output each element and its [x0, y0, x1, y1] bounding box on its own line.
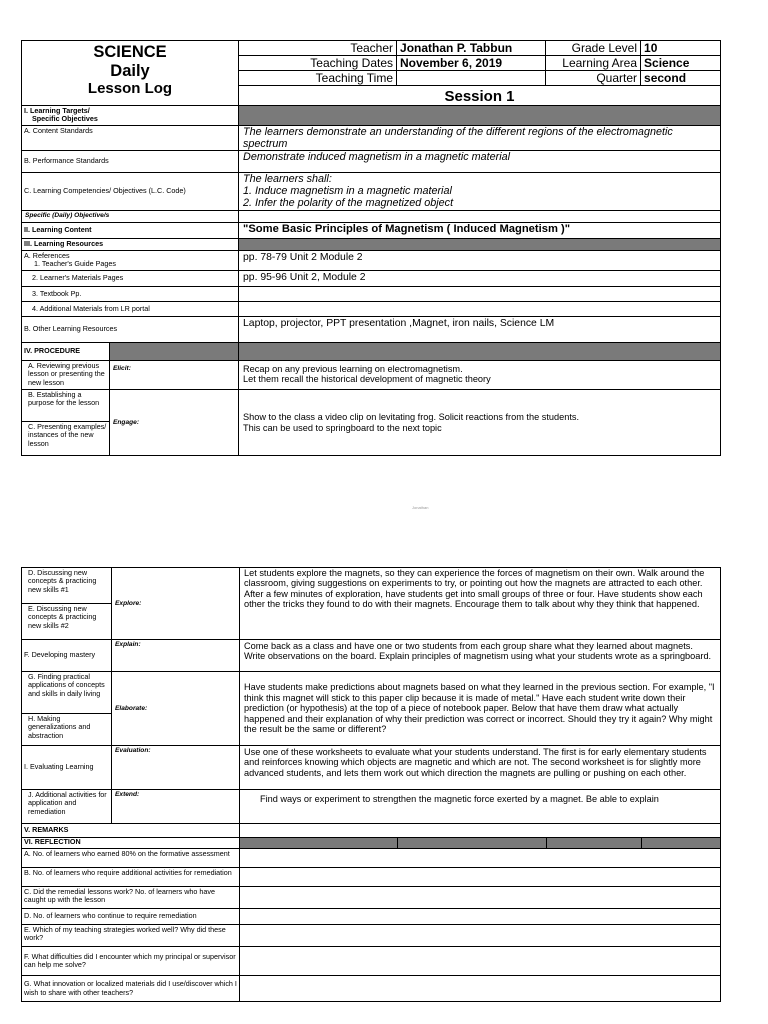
reflection-g-label: G. What innovation or localized materials did I use/discover which I wish to share with other teachers?: [22, 976, 240, 1002]
time-value: [397, 71, 546, 86]
targets-line1: I. Learning Targets/: [24, 106, 90, 115]
title-daily: Daily: [110, 61, 150, 80]
developing-mastery-label: F. Developing mastery: [22, 640, 112, 672]
performance-label: B. Performance Standards: [22, 151, 239, 173]
reflection-gray-1: [240, 838, 398, 849]
reflection-d-value: [240, 909, 721, 925]
reflection-d-label: D. No. of learners who continue to require remediation: [22, 909, 240, 925]
reflection-e-value: [240, 925, 721, 947]
remarks-value: [240, 824, 721, 838]
dates-label: Teaching Dates: [239, 56, 397, 71]
reflection-g-value: [240, 976, 721, 1002]
quarter-label: Quarter: [546, 71, 641, 86]
session-title: Session 1: [239, 86, 721, 106]
reflection-b-label: B. No. of learners who require additional activities for remediation: [22, 868, 240, 887]
competencies-line3: 2. Infer the polarity of the magnetized object: [243, 197, 454, 209]
learning-content-value: "Some Basic Principles of Magnetism ( Induced Magnetism )": [239, 223, 721, 239]
reflection-c-value: [240, 887, 721, 909]
specific-objectives-label: Specific (Daily) Objective/s: [22, 211, 239, 223]
textbook-value: [239, 287, 721, 302]
discussing-1-label: D. Discussing new concepts & practicing new skills #1: [22, 568, 112, 604]
reflection-gray-3: [547, 838, 642, 849]
evaluating-label: I. Evaluating Learning: [22, 746, 112, 790]
teacher-value: Jonathan P. Tabbun: [397, 41, 546, 56]
targets-line2: Specific Objectives: [32, 114, 98, 124]
area-label: Learning Area: [546, 56, 641, 71]
reflection-f-label: F. What difficulties did I encounter which my principal or supervisor can help me solve?: [22, 947, 240, 976]
references-title: A. References: [24, 251, 70, 260]
explain-text: Come back as a class and have one or two students from each group share what they learned about magnets. Write observations on the board. Explain principles of magnetism using what your students wrote as a springboard.: [240, 640, 721, 672]
making-generalizations-label: H. Making generalizations and abstraction: [22, 714, 112, 746]
reflection-b-value: [240, 868, 721, 887]
quarter-value: second: [641, 71, 721, 86]
presenting-examples-label: C. Presenting examples/ instances of the new lesson: [22, 422, 110, 456]
lesson-log-table-page2: [21, 567, 721, 1002]
discussing-2-label: E. Discussing new concepts & practicing new skills #2: [22, 604, 112, 640]
elicit-label: Elicit:: [110, 361, 239, 390]
reflection-a-label: A. No. of learners who earned 80% on the formative assessment: [22, 849, 240, 868]
content-standards-label: A. Content Standards: [22, 126, 239, 151]
targets-label: [22, 106, 239, 126]
elicit-line2: Let them recall the historical development of magnetic theory: [243, 374, 491, 385]
engage-text: [239, 390, 721, 456]
competencies-value: [239, 173, 721, 211]
dates-value: November 6, 2019: [397, 56, 546, 71]
explore-text: Let students explore the magnets, so they can experience the forces of magnetism on their own. Walk around the classroom, giving suggestions on experiments to try, or pointing out how the magnets are attracted to each other. After a few minutes of exploration, have students get into small groups of three or four. Have students show each other the tricks they found to do with their magnets. Encourage them to talk about why they think that happened.: [240, 568, 721, 640]
competencies-label: C. Learning Competencies/ Objectives (L.C. Code): [22, 173, 239, 211]
teacher-label: Teacher: [239, 41, 397, 56]
lesson-log-table-page1: [21, 40, 721, 456]
reviewing-label: A. Reviewing previous lesson or presenting the new lesson: [22, 361, 110, 390]
reflection-label: VI. REFLECTION: [22, 838, 240, 849]
explore-label: Explore:: [112, 568, 240, 640]
performance-value: Demonstrate induced magnetism in a magnetic material: [239, 151, 721, 173]
finding-applications-label: G. Finding practical applications of concepts and skills in daily living: [22, 672, 112, 714]
targets-gray-bar: [239, 106, 721, 126]
tg-label: 1. Teacher's Guide Pages: [34, 259, 116, 269]
additional-materials-value: [239, 302, 721, 317]
procedure-label: IV. PROCEDURE: [22, 343, 110, 361]
extend-text: Find ways or experiment to strengthen the magnetic force exerted by a magnet. Be able to explain: [240, 790, 721, 824]
reflection-e-label: E. Which of my teaching strategies worked well? Why did these work?: [22, 925, 240, 947]
establishing-purpose-label: B. Establishing a purpose for the lesson: [22, 390, 110, 422]
time-label: Teaching Time: [239, 71, 397, 86]
engage-line1: Show to the class a video clip on levitating frog. Solicit reactions from the students.: [243, 412, 580, 423]
engage-line2: This can be used to springboard to the next topic: [243, 422, 442, 433]
additional-activities-label: J. Additional activities for application and remediation: [22, 790, 112, 824]
competencies-line2: 1. Induce magnetism in a magnetic material: [243, 185, 452, 197]
resources-gray-bar: [239, 239, 721, 251]
procedure-gray-a: [110, 343, 239, 361]
other-resources-label: B. Other Learning Resources: [22, 317, 239, 343]
reflection-a-value: [240, 849, 721, 868]
elaborate-label: Elaborate:: [112, 672, 240, 746]
elicit-text: [239, 361, 721, 390]
engage-label: Engage:: [110, 390, 239, 456]
textbook-label: 3. Textbook Pp.: [22, 287, 239, 302]
grade-value: 10: [641, 41, 721, 56]
lm-label: 2. Learner's Materials Pages: [22, 271, 239, 287]
page-watermark: Jonathan: [412, 505, 429, 510]
references-label: [22, 251, 239, 271]
elicit-line1: Recap on any previous learning on electromagnetism.: [243, 364, 463, 374]
competencies-line1: The learners shall:: [243, 173, 332, 185]
content-standards-value: The learners demonstrate an understanding of the different regions of the electromagnetic spectrum: [239, 126, 721, 151]
resources-label: III. Learning Resources: [22, 239, 239, 251]
reflection-gray-4: [642, 838, 721, 849]
grade-label: Grade Level: [546, 41, 641, 56]
evaluation-text: Use one of these worksheets to evaluate what your students understand. The first is for early elementary students and reinforces knowing which objects are magnetic and which are not. The second worksheet is for slightly more advanced students, and lets them work out which direction the magnets are pulling or pushing on each other.: [240, 746, 721, 790]
tg-value: pp. 78-79 Unit 2 Module 2: [239, 251, 721, 271]
title-lesson-log: Lesson Log: [87, 80, 173, 97]
remarks-label: V. REMARKS: [22, 824, 240, 838]
evaluation-label: Evaluation:: [112, 746, 240, 790]
elaborate-text: Have students make predictions about magnets based on what they learned in the previous section. For example, "I think this magnet will stick to this paper clip because it is made of metal." Have each student write down their prediction (or hypothesis) at the top of a piece of notebook paper. Below that have them draw what actually happened and their explanation of why their prediction was correct or incorrect. Should they try it again? Why might the result be the same or different?: [240, 672, 721, 746]
learning-content-label: II. Learning Content: [22, 223, 239, 239]
header-title-cell: [22, 41, 239, 106]
reflection-c-label: C. Did the remedial lessons work? No. of learners who have caught up with the lesson: [22, 887, 240, 909]
additional-materials-label: 4. Additional Materials from LR portal: [22, 302, 239, 317]
other-resources-value: Laptop, projector, PPT presentation ,Magnet, iron nails, Science LM: [239, 317, 721, 343]
specific-objectives-value: [239, 211, 721, 223]
area-value: Science: [641, 56, 721, 71]
lm-value: pp. 95-96 Unit 2, Module 2: [239, 271, 721, 287]
reflection-gray-2: [398, 838, 547, 849]
explain-label: Explain:: [112, 640, 240, 672]
procedure-gray-b: [239, 343, 721, 361]
title-science: SCIENCE: [93, 43, 167, 61]
reflection-f-value: [240, 947, 721, 976]
extend-label: Extend:: [112, 790, 240, 824]
